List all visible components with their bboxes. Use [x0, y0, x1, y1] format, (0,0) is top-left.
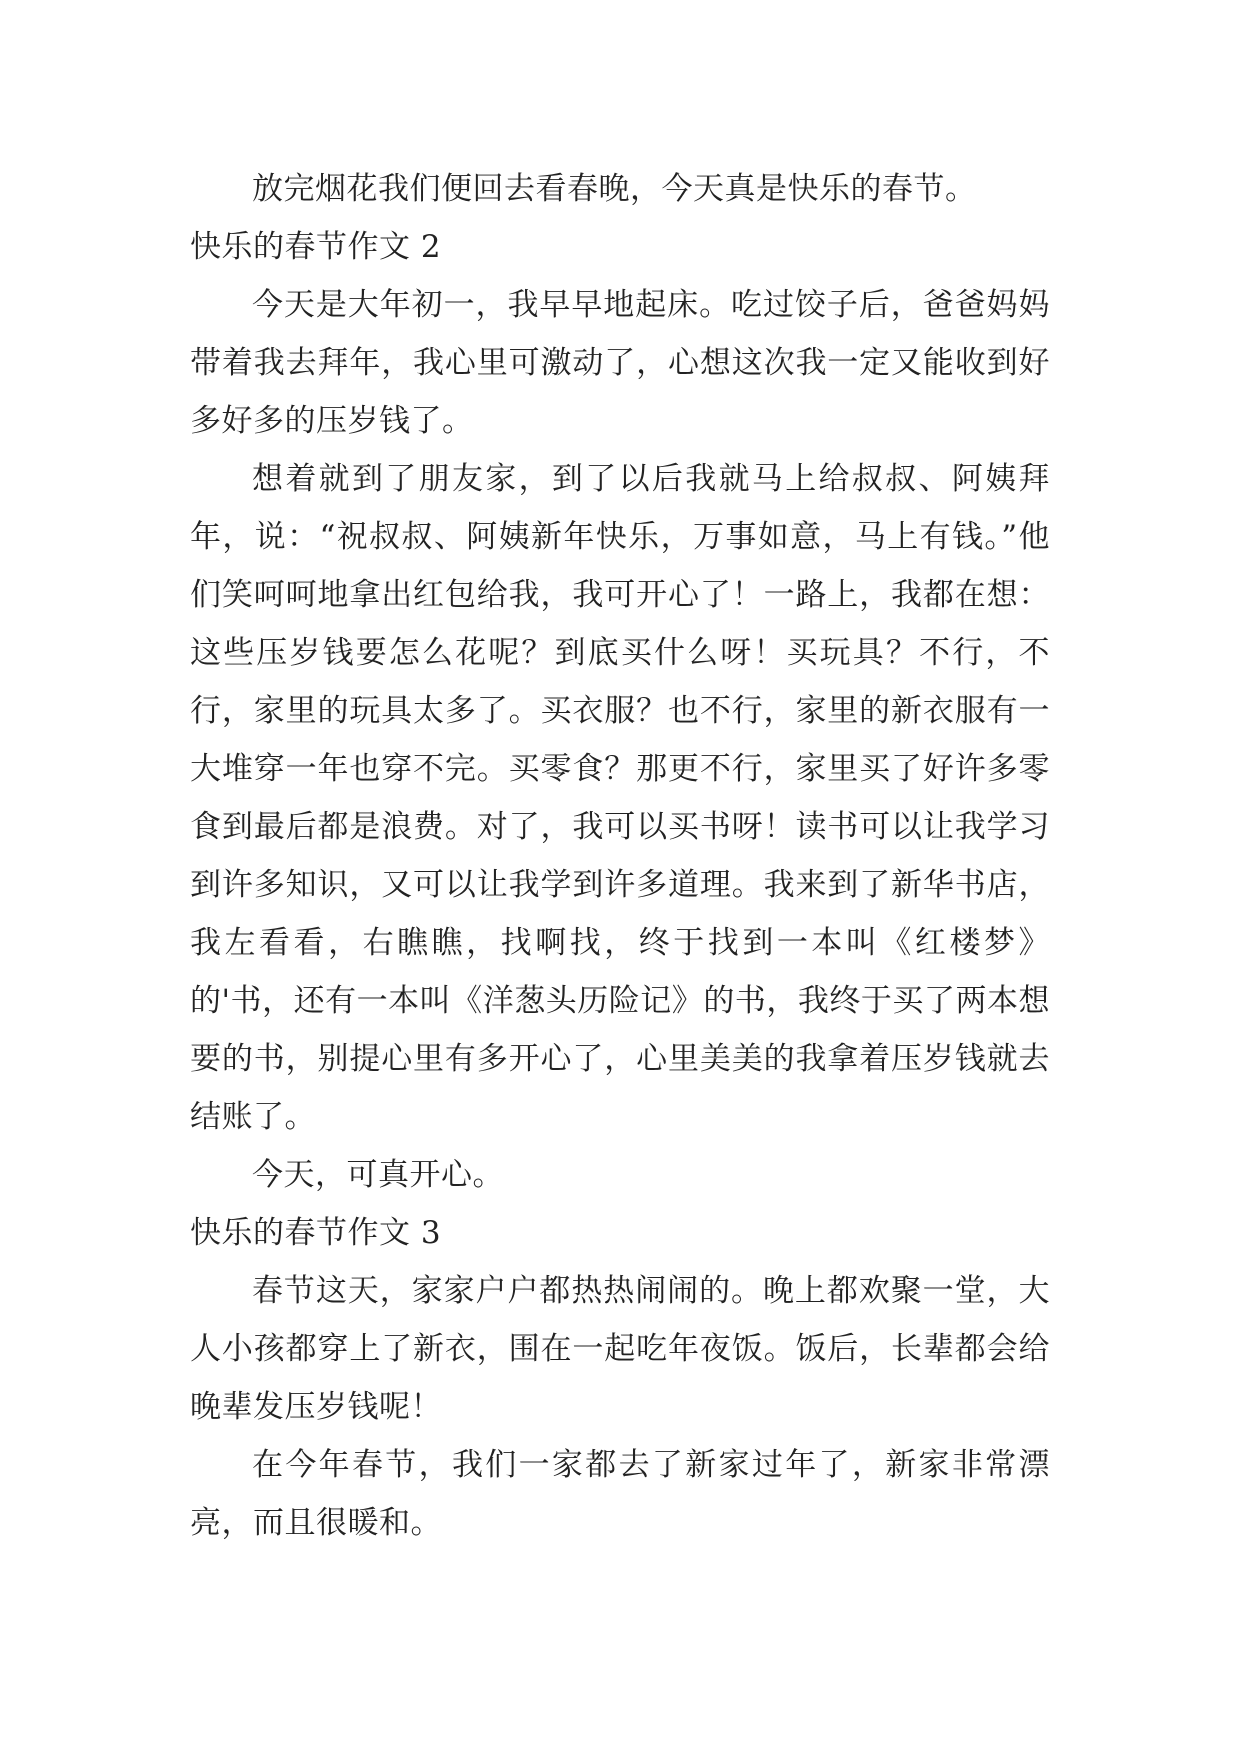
essay-3-title: 快乐的春节作文 3	[190, 1215, 442, 1251]
essay-2-paragraph-2: 想着就到了朋友家，到了以后我就马上给叔叔、阿姨拜年，说：“祝叔叔、阿姨新年快乐，万事如意，马上有钱。”他们笑呵呵地拿出红包给我，我可开心了！一路上，我都在想：这些压岁钱要怎么花呢？到底买什么呀！买玩具？不行，不行，家里的玩具太多了。买衣服？也不行，家里的新衣服有一大堆穿一年也穿不完。买零食？那更不行，家里买了好许多零食到最后都是浪费。对了，我可以买书呀！读书可以让我学习到许多知识，又可以让我学到许多道理。我来到了新华书店，我左看看，右瞧瞧，找啊找，终于找到一本叫《红楼梦》的'书，还有一本叫《洋葱头历险记》的书，我终于买了两本想要的书，别提心里有多开心了，心里美美的我拿着压岁钱就去结账了。	[190, 461, 1050, 1135]
essay-2-title: 快乐的春节作文 2	[190, 229, 442, 265]
essay-2-paragraph-3: 今天，可真开心。	[252, 1157, 504, 1193]
paragraph-closing-essay-1: 放完烟花我们便回去看春晚，今天真是快乐的春节。	[252, 171, 977, 207]
essay-3-paragraph-1: 春节这天，家家户户都热热闹闹的。晚上都欢聚一堂，大人小孩都穿上了新衣，围在一起吃年夜饭。饭后，长辈都会给晚辈发压岁钱呢！	[190, 1273, 1050, 1425]
essay-3-paragraph-2: 在今年春节，我们一家都去了新家过年了，新家非常漂亮，而且很暖和。	[190, 1447, 1050, 1541]
document-body	[190, 160, 1050, 1552]
essay-2-paragraph-1: 今天是大年初一，我早早地起床。吃过饺子后，爸爸妈妈带着我去拜年，我心里可激动了，心想这次我一定又能收到好多好多的压岁钱了。	[190, 287, 1050, 439]
